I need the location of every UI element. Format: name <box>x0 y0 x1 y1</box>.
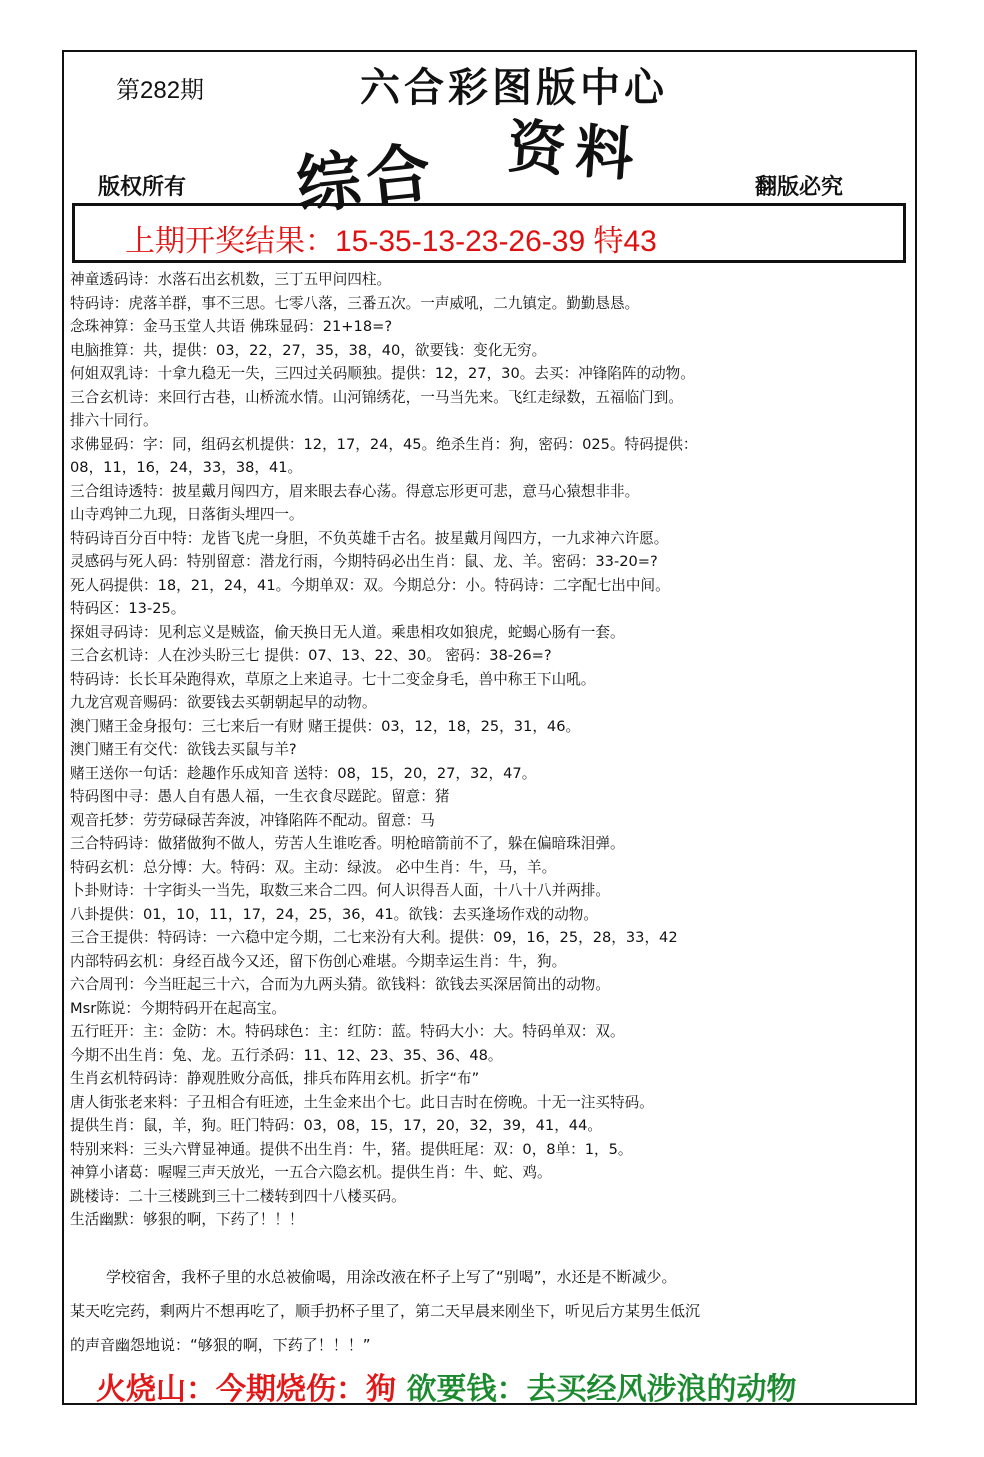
footer-green-text: 欲要钱：去买经风涉浪的动物 <box>406 1372 797 1407</box>
publisher-title: 六合彩图版中心 <box>360 65 668 111</box>
content-line: 唐人街张老来料：子丑相合有旺迹，土生金来出个七。此日吉时在傍晚。十无一注买特码。 <box>70 1093 654 1111</box>
copyright-right: 翻版必究 <box>755 175 844 200</box>
story-line: 的声音幽怨地说：“够狠的啊，下药了！！！” <box>70 1336 371 1354</box>
content-line: 08，11，16，24，33，38，41。 <box>70 459 303 476</box>
content-line: 排六十同行。 <box>70 412 158 429</box>
content-line: 电脑推算：共，提供：03，22，27，35，38，40，欲要钱：变化无穷。 <box>70 341 547 359</box>
content-line: 观音托梦：劳劳碌碌苦奔波，冲锋陷阵不配动。留意：马 <box>70 811 435 829</box>
content-line: 神算小诸葛：喔喔三声天放光，一五合六隐玄机。提供生肖：牛、蛇、鸡。 <box>70 1164 552 1181</box>
main-title-part-2: 资料 <box>505 112 646 190</box>
content-line: 三合组诗透特：披星戴月闯四方，眉来眼去春心荡。得意忘形更可悲，意马心猿想非非。 <box>70 482 640 500</box>
content-line: 特码图中寻：愚人自有愚人福，一生衣食尽蹉跎。留意：猪 <box>70 788 450 805</box>
content-line: 特码诗百分百中特：龙皆飞虎一身胆，不负英雄千古名。披星戴月闯四方，一九求神六许愿。 <box>70 529 669 547</box>
content-line: 特别来料：三头六臂显神通。提供不出生肖：牛，猪。提供旺尾：双：0，8单：1，5。 <box>70 1140 633 1158</box>
content-line: 山寺鸡钟二九现，日落街头埋四一。 <box>70 506 304 523</box>
story-line: 学校宿舍，我杯子里的水总被偷喝，用涂改液在杯子上写了“别喝”，水还是不断减少。 <box>106 1268 677 1286</box>
content-line: 特码玄机：总分博：大。特码：双。主动：绿波。 必中生肖：牛，马，羊。 <box>70 858 557 876</box>
footer-banner <box>96 1364 796 1408</box>
content-line: 六合周刊：今当旺起三十六，合而为九两头猜。欲钱料：欲钱去买深居简出的动物。 <box>70 976 610 993</box>
content-line: 特码诗：长长耳朵跑得欢，草原之上来追寻。七十二变金身毛，兽中称王下山吼。 <box>70 670 596 688</box>
content-line: 死人码提供：18，21，24，41。今期单双：双。今期总分：小。特码诗：二字配七出中间。 <box>70 576 670 594</box>
main-title-part-1: 综合 <box>293 135 441 225</box>
content-line: 三合王提供：特码诗：一六稳中定今期，二七来汾有大利。提供：09，16，25，28，33，42 <box>70 929 678 946</box>
content-line: 求佛显码：字：同，组码玄机提供：12，17，24，45。绝杀生肖：狗，密码：025。特码提供： <box>70 435 698 453</box>
content-line: 澳门赌王有交代：欲钱去买鼠与羊? <box>70 741 297 758</box>
content-line: 探姐寻码诗：见利忘义是贼盗，偷天换日无人道。乘患相攻如狼虎，蛇蝎心肠有一套。 <box>70 623 625 641</box>
content-line: 特码诗：虎落羊群，事不三思。七零八落，三番五次。一声威吼，二九镇定。勤勤恳恳。 <box>70 294 640 312</box>
content-line: 内部特码玄机：身经百战今又还，留下伤创心难堪。今期幸运生肖：牛，狗。 <box>70 952 567 970</box>
last-result-text: 上期开奖结果：15-35-13-23-26-39 特43 <box>125 225 657 258</box>
content-line: 念珠神算：金马玉堂人共语 佛珠显码：21+18=? <box>70 318 393 335</box>
content-line: 八卦提供：01，10，11，17，24，25，36，41。欲钱：去买逢场作戏的动物。 <box>70 905 598 923</box>
content-line: 灵感码与死人码：特别留意：潜龙行雨，今期特码必出生肖：鼠、龙、羊。密码：33-20=? <box>70 553 658 570</box>
content-line: 三合特码诗：做猪做狗不做人，劳苦人生谁吃香。明枪暗箭前不了，躲在偏暗珠泪弹。 <box>70 835 625 852</box>
content-line: 九龙宫观音赐码：欲要钱去买朝朝起早的动物。 <box>70 694 377 711</box>
content-line: 跳楼诗：二十三楼跳到三十二楼转到四十八楼买码。 <box>70 1187 406 1205</box>
last-result-box <box>72 203 906 263</box>
content-line: 今期不出生肖：兔、龙。五行杀码：11、12、23、35、36、48。 <box>70 1046 503 1064</box>
content-line: 五行旺开：主：金防：木。特码球色：主：红防：蓝。特码大小：大。特码单双：双。 <box>70 1023 625 1040</box>
story-line: 某天吃完药，剩两片不想再吃了，顺手扔杯子里了，第二天早晨来刚坐下，听见后方某男生低沉 <box>70 1302 701 1320</box>
issue-number: 第282期 <box>116 77 205 104</box>
content-line: 三合玄机诗：来回行古巷，山桥流水情。山河锦绣花，一马当先来。飞红走绿数，五福临门到。 <box>70 388 683 406</box>
content-line: 澳门赌王金身报句：三七来后一有财 赌王提供：03，12，18，25，31，46。 <box>70 717 581 735</box>
content-line: 特码区：13-25。 <box>70 600 186 617</box>
content-line: 卜卦财诗：十字街头一当先，取数三来合二四。何人识得吾人面，十八十八并两排。 <box>70 882 610 899</box>
content-line: 何姐双乳诗：十拿九稳无一失，三四过关码顺独。提供：12，27，30。去买：冲锋陷阵的动物。 <box>70 365 695 382</box>
footer-red-text: 火烧山：今期烧伤：狗 <box>96 1372 396 1407</box>
content-lines <box>70 268 908 1232</box>
content-line: 提供生肖：鼠，羊，狗。旺门特码：03，08，15，17，20，32，39，41，44。 <box>70 1117 602 1134</box>
humor-story <box>70 1260 908 1362</box>
copyright-left: 版权所有 <box>98 175 187 200</box>
content-line: 三合玄机诗：人在沙头盼三七 提供：07、13、22、30。 密码：38-26=? <box>70 647 552 664</box>
content-line: 生活幽默：够狠的啊，下药了！！！ <box>70 1211 304 1228</box>
content-line: 生肖玄机特码诗：静观胜败分高低，排兵布阵用玄机。折字“布” <box>70 1070 480 1087</box>
content-line: 神童透码诗：水落石出玄机数，三丁五甲问四柱。 <box>70 271 392 288</box>
content-line: 赌王送你一句话：趁趣作乐成知音 送特：08，15，20，27，32，47。 <box>70 764 537 782</box>
content-line: Msr陈说：今期特码开在起高宝。 <box>70 999 286 1017</box>
